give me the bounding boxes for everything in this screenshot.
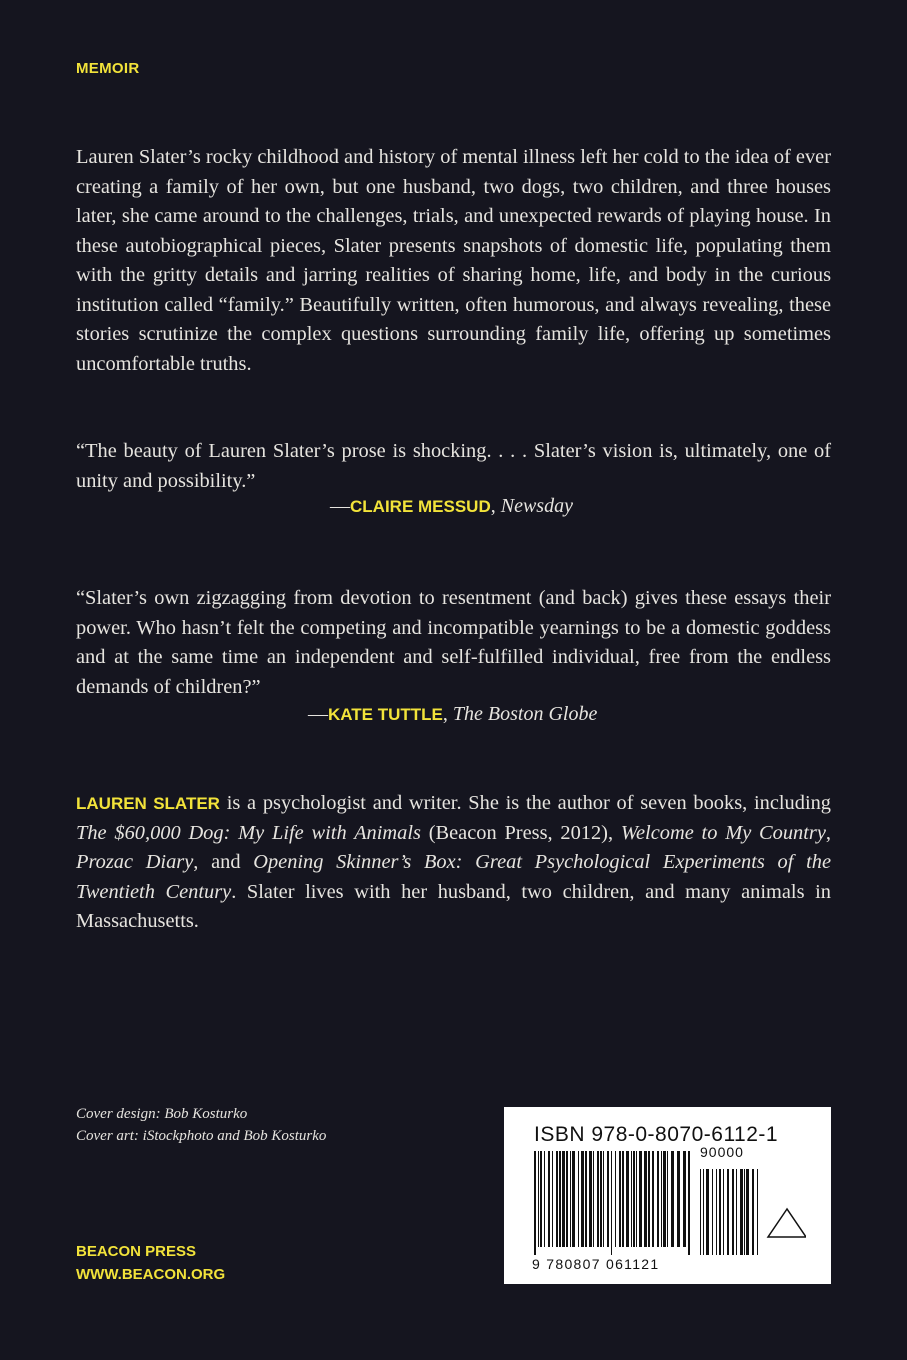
barcode-bar bbox=[671, 1151, 674, 1247]
barcode-bar bbox=[607, 1151, 609, 1247]
barcode-bar bbox=[703, 1169, 704, 1255]
barcode-bar bbox=[597, 1151, 599, 1247]
barcode-bar bbox=[652, 1151, 654, 1247]
book-title: Opening Skinner’s Box: Great Psychological Experiments of the Twentieth Century bbox=[76, 851, 831, 903]
barcode-bar bbox=[732, 1169, 734, 1255]
barcode-bar bbox=[581, 1151, 584, 1247]
book-description: Lauren Slater’s rocky childhood and history of mental illness left her cold to the idea of ever creating a family of her own, but one husband, two dogs, two children, and three houses later, she came around to the challenges, trials, and unexpected rewards of playing house. In these autobiographical pieces, Slater presents snapshots of domestic life, populating them with the gritty details and jarring realities of sharing home, life, and body in the curious institution called “family.” Beautifully written, often humorous, and always revealing, these stories scrutinize the complex questions surrounding family life, offering up sometimes uncomfortable truths. bbox=[76, 146, 831, 375]
barcode-bar bbox=[556, 1151, 558, 1247]
book-title: Prozac Diary bbox=[76, 851, 194, 873]
ean-digits: 9 780807 061121 bbox=[532, 1256, 660, 1272]
author-bio bbox=[76, 789, 831, 937]
bio-text: , bbox=[825, 821, 831, 844]
barcode-bar bbox=[700, 1169, 701, 1255]
genre-label: MEMOIR bbox=[76, 60, 140, 77]
bio-text: (Beacon Press, 2012), bbox=[420, 821, 621, 844]
barcode-bar bbox=[636, 1151, 637, 1247]
barcode-bar bbox=[757, 1169, 758, 1255]
barcode-bar bbox=[683, 1151, 686, 1247]
review-attribution-1 bbox=[330, 495, 573, 518]
barcode-bar bbox=[585, 1151, 587, 1247]
author-name: LAUREN SLATER bbox=[76, 794, 220, 813]
barcode-bar bbox=[736, 1169, 737, 1255]
cover-credits bbox=[76, 1103, 326, 1147]
barcode-bar bbox=[633, 1151, 635, 1247]
barcode-bar bbox=[600, 1151, 602, 1247]
barcode-bar bbox=[716, 1169, 717, 1255]
barcode-bar bbox=[566, 1151, 568, 1247]
barcode-bar bbox=[611, 1151, 612, 1255]
barcode-bar bbox=[544, 1151, 545, 1247]
barcode-bar bbox=[593, 1151, 594, 1247]
triangle-icon bbox=[768, 1209, 806, 1237]
barcode-bar bbox=[619, 1151, 621, 1247]
barcode-bar bbox=[663, 1151, 666, 1247]
barcode-bar bbox=[559, 1151, 561, 1247]
barcode-bar bbox=[534, 1151, 536, 1255]
barcode-bar bbox=[667, 1151, 668, 1247]
reviewer-name: KATE TUTTLE bbox=[328, 705, 443, 724]
isbn-number: ISBN 978-0-8070-6112-1 bbox=[534, 1123, 779, 1146]
barcode-bar bbox=[752, 1169, 754, 1255]
attribution-separator: , bbox=[490, 495, 501, 517]
barcode-bar bbox=[746, 1169, 749, 1255]
barcode-bar bbox=[661, 1151, 662, 1247]
barcode-bar bbox=[572, 1151, 575, 1247]
barcode-bar bbox=[538, 1151, 539, 1247]
reviewer-name: CLAIRE MESSUD bbox=[350, 497, 491, 516]
barcode-bar bbox=[562, 1151, 565, 1247]
barcode-bar bbox=[657, 1151, 659, 1247]
attribution-dash: — bbox=[330, 495, 350, 517]
review-quote-2: “Slater’s own zigzagging from devotion to resentment (and back) gives these essays their power. Who hasn’t felt the competing and incompatible yearnings to be a domestic goddess and at the same time an independent and self-fulfilled individual, free from the endless demands of children?” bbox=[76, 587, 831, 698]
barcode-bar bbox=[548, 1151, 550, 1247]
book-title: The $60,000 Dog: My Life with Animals bbox=[76, 821, 421, 844]
cover-art-credit: Cover art: iStockphoto and Bob Kosturko bbox=[76, 1128, 327, 1144]
barcode-bar bbox=[626, 1151, 629, 1247]
barcode-bar bbox=[603, 1151, 604, 1247]
barcode-bar bbox=[744, 1169, 745, 1255]
barcode-bar bbox=[552, 1151, 553, 1247]
bio-text: , and bbox=[193, 851, 254, 873]
barcode-bar bbox=[540, 1151, 542, 1247]
barcode-bar bbox=[570, 1151, 571, 1247]
barcode-bar bbox=[644, 1151, 647, 1247]
barcode-bar bbox=[712, 1169, 713, 1255]
bio-text: is a psychologist and writer. She is the author of seven books, including bbox=[219, 792, 832, 814]
price-code: 90000 bbox=[700, 1144, 744, 1160]
cover-design-credit: Cover design: Bob Kosturko bbox=[76, 1106, 248, 1122]
barcode-bar bbox=[719, 1169, 721, 1255]
barcode-bars bbox=[534, 1151, 806, 1257]
barcode-bar bbox=[677, 1151, 680, 1247]
barcode-bar bbox=[589, 1151, 592, 1247]
barcode-bar bbox=[688, 1151, 690, 1255]
review-publication: Newsday bbox=[500, 495, 573, 517]
barcode-bar bbox=[639, 1151, 642, 1247]
barcode-bar bbox=[631, 1151, 632, 1247]
barcode-bar bbox=[578, 1151, 579, 1247]
barcode-bar bbox=[648, 1151, 650, 1247]
barcode-bar bbox=[740, 1169, 743, 1255]
publisher-block bbox=[76, 1240, 225, 1286]
attribution-separator: , bbox=[442, 703, 453, 725]
bio-text: . Slater lives with her husband, two children, and many animals in Massachusetts. bbox=[76, 880, 831, 932]
barcode-panel bbox=[504, 1107, 831, 1284]
book-title: Welcome to My Country bbox=[620, 821, 826, 844]
barcode-bar bbox=[706, 1169, 709, 1255]
review-quote-1: “The beauty of Lauren Slater’s prose is shocking. . . . Slater’s vision is, ultimately, one of unity and possibility.” bbox=[76, 440, 831, 492]
barcode-bar bbox=[615, 1151, 616, 1247]
publisher-name: BEACON PRESS bbox=[76, 1243, 197, 1260]
barcode-bar bbox=[727, 1169, 729, 1255]
review-attribution-2 bbox=[308, 703, 597, 726]
review-publication: The Boston Globe bbox=[452, 703, 598, 725]
barcode-bar bbox=[622, 1151, 624, 1247]
attribution-dash: — bbox=[308, 703, 328, 725]
barcode-bar bbox=[723, 1169, 724, 1255]
publisher-url: WWW.BEACON.ORG bbox=[76, 1266, 226, 1283]
